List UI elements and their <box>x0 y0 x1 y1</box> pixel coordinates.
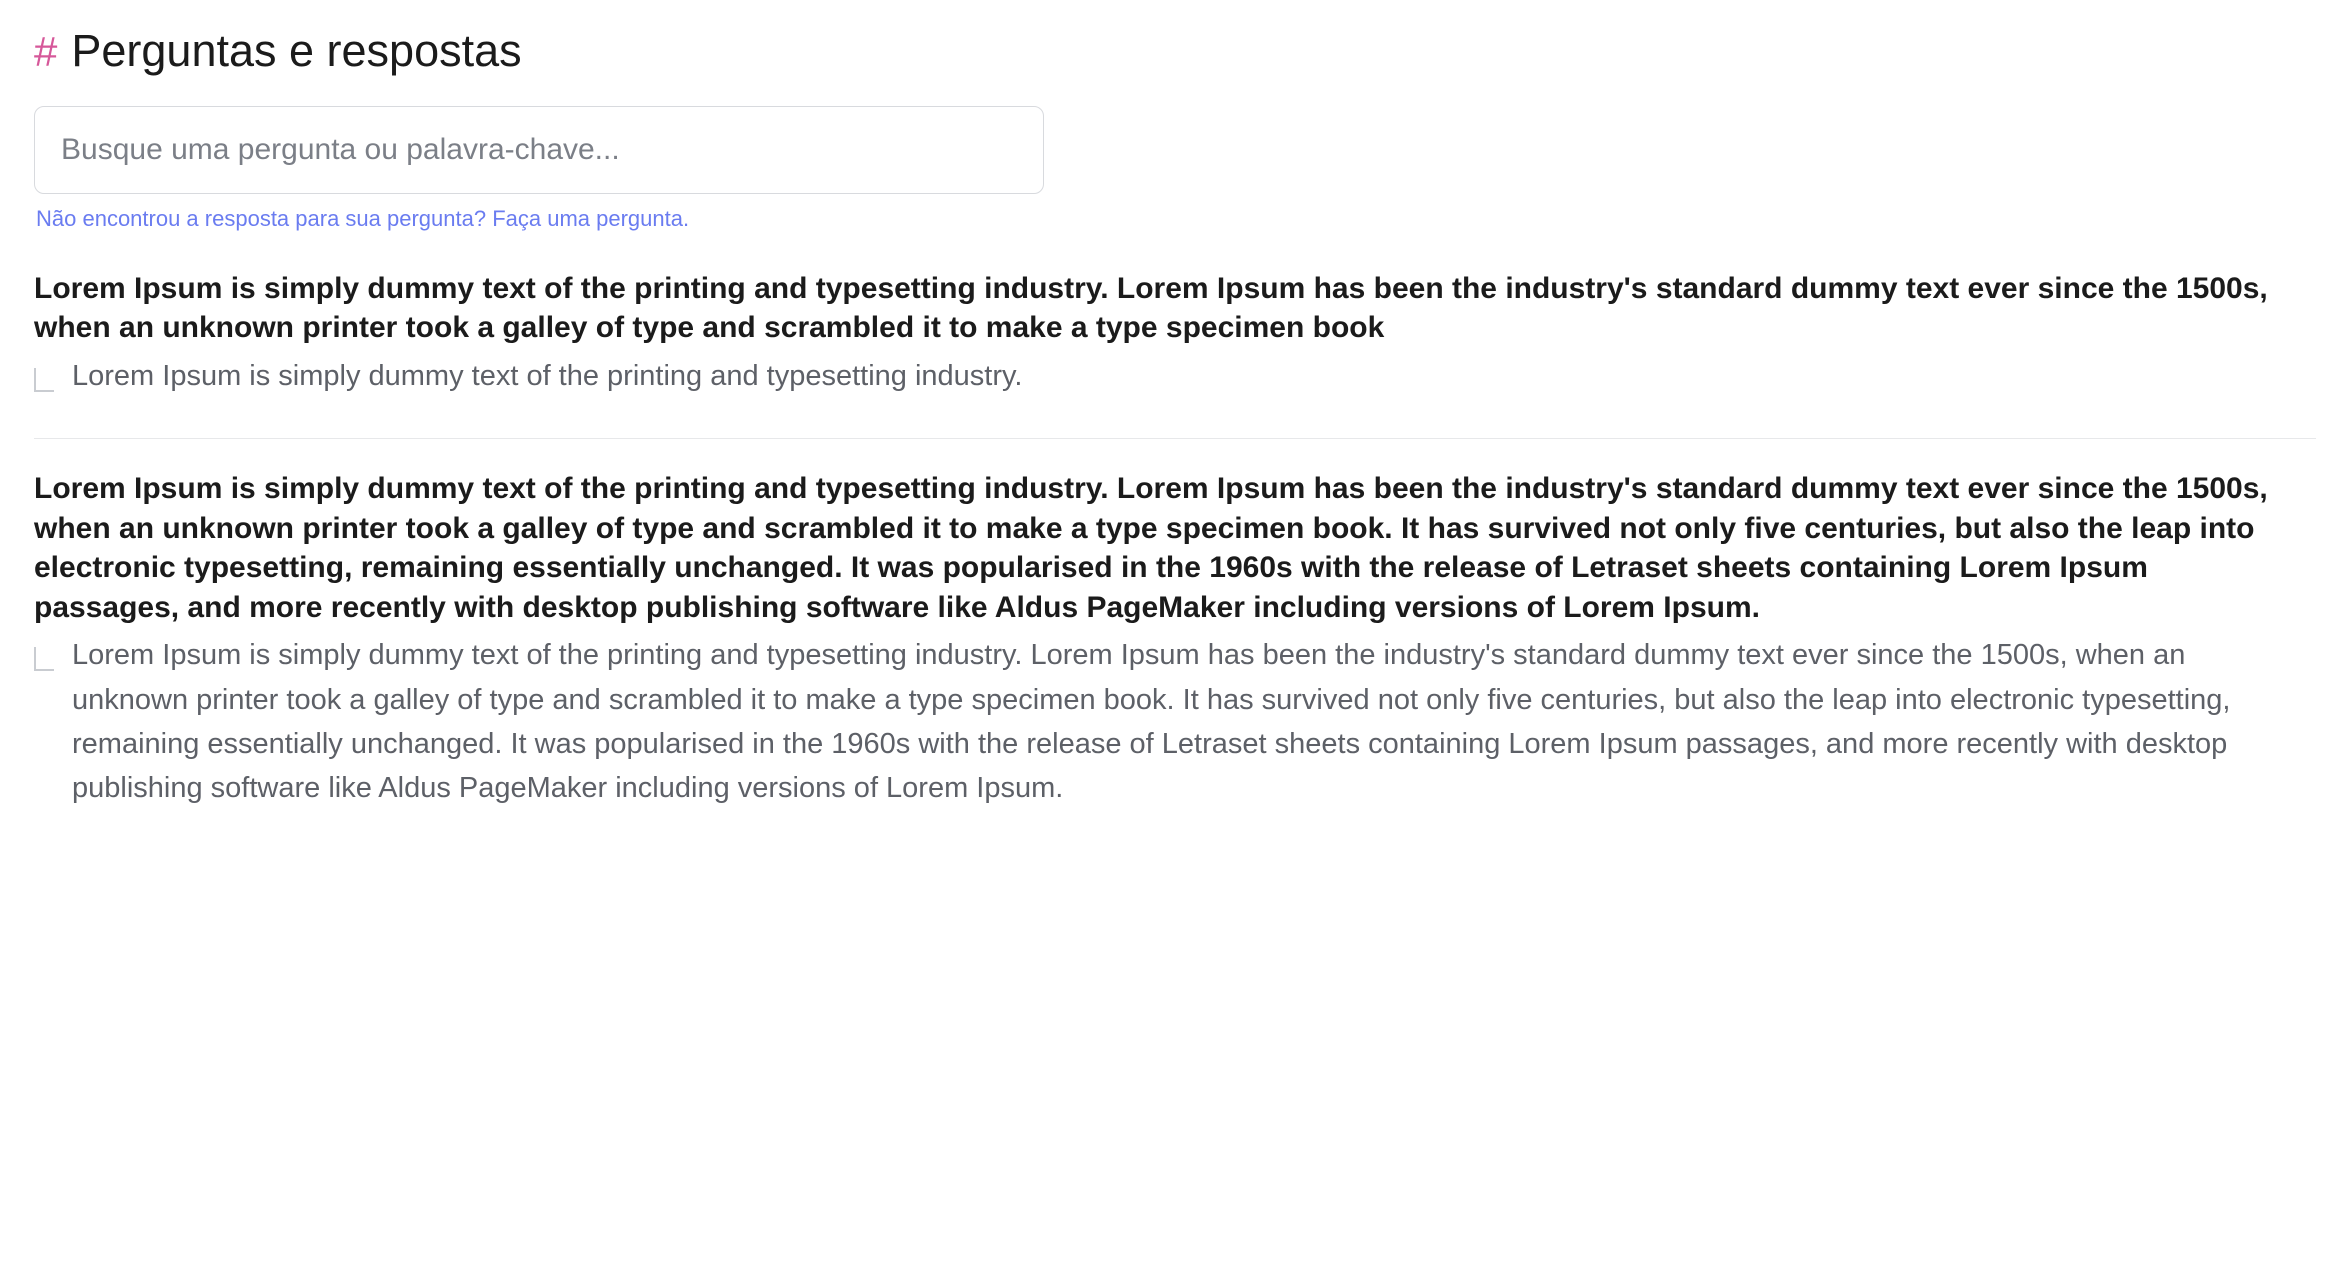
faq-answer-row <box>34 354 2316 398</box>
ask-question-text[interactable]: Não encontrou a resposta para sua pergunta? Faça uma pergunta. <box>36 206 690 231</box>
divider <box>34 438 2316 439</box>
faq-question: Lorem Ipsum is simply dummy text of the printing and typesetting industry. Lorem Ipsum has been the industry's standard dummy text ever since the 1500s, when an unknown printer took a galley of type and scrambled it to make a type specimen book <box>34 271 2268 345</box>
faq-answer: Lorem Ipsum is simply dummy text of the printing and typesetting industry. <box>72 359 1023 392</box>
corner-branch-icon <box>34 368 54 392</box>
search-input[interactable] <box>34 106 1044 194</box>
page-title-text: Perguntas e respostas <box>71 25 522 76</box>
list-item <box>34 269 2316 420</box>
ask-question-prompt[interactable] <box>36 204 2316 235</box>
faq-answer: Lorem Ipsum is simply dummy text of the printing and typesetting industry. Lorem Ipsum has been the industry's standard dummy text ever since the 1500s, when an unknown printer took a galley of type and scrambled it to make a type specimen book. It has survived not only five centuries, but also the leap into electronic typesetting, remaining essentially unchanged. It was popularised in the 1960s with the release of Letraset sheets containing Lorem Ipsum passages, and more recently with desktop publishing software like Aldus PageMaker including versions of Lorem Ipsum. <box>72 639 2231 804</box>
list-item <box>34 469 2316 832</box>
faq-question: Lorem Ipsum is simply dummy text of the printing and typesetting industry. Lorem Ipsum has been the industry's standard dummy text ever since the 1500s, when an unknown printer took a galley of type and scrambled it to make a type specimen book. It has survived not only five centuries, but also the leap into electronic typesetting, remaining essentially unchanged. It was popularised in the 1960s with the release of Letraset sheets containing Lorem Ipsum passages, and more recently with desktop publishing software like Aldus PageMaker including versions of Lorem Ipsum. <box>34 472 2268 624</box>
corner-branch-icon <box>34 647 54 671</box>
faq-answer-row <box>34 633 2316 809</box>
search-container <box>34 106 2316 194</box>
hash-icon: # <box>34 28 58 75</box>
page-title <box>34 24 2316 78</box>
